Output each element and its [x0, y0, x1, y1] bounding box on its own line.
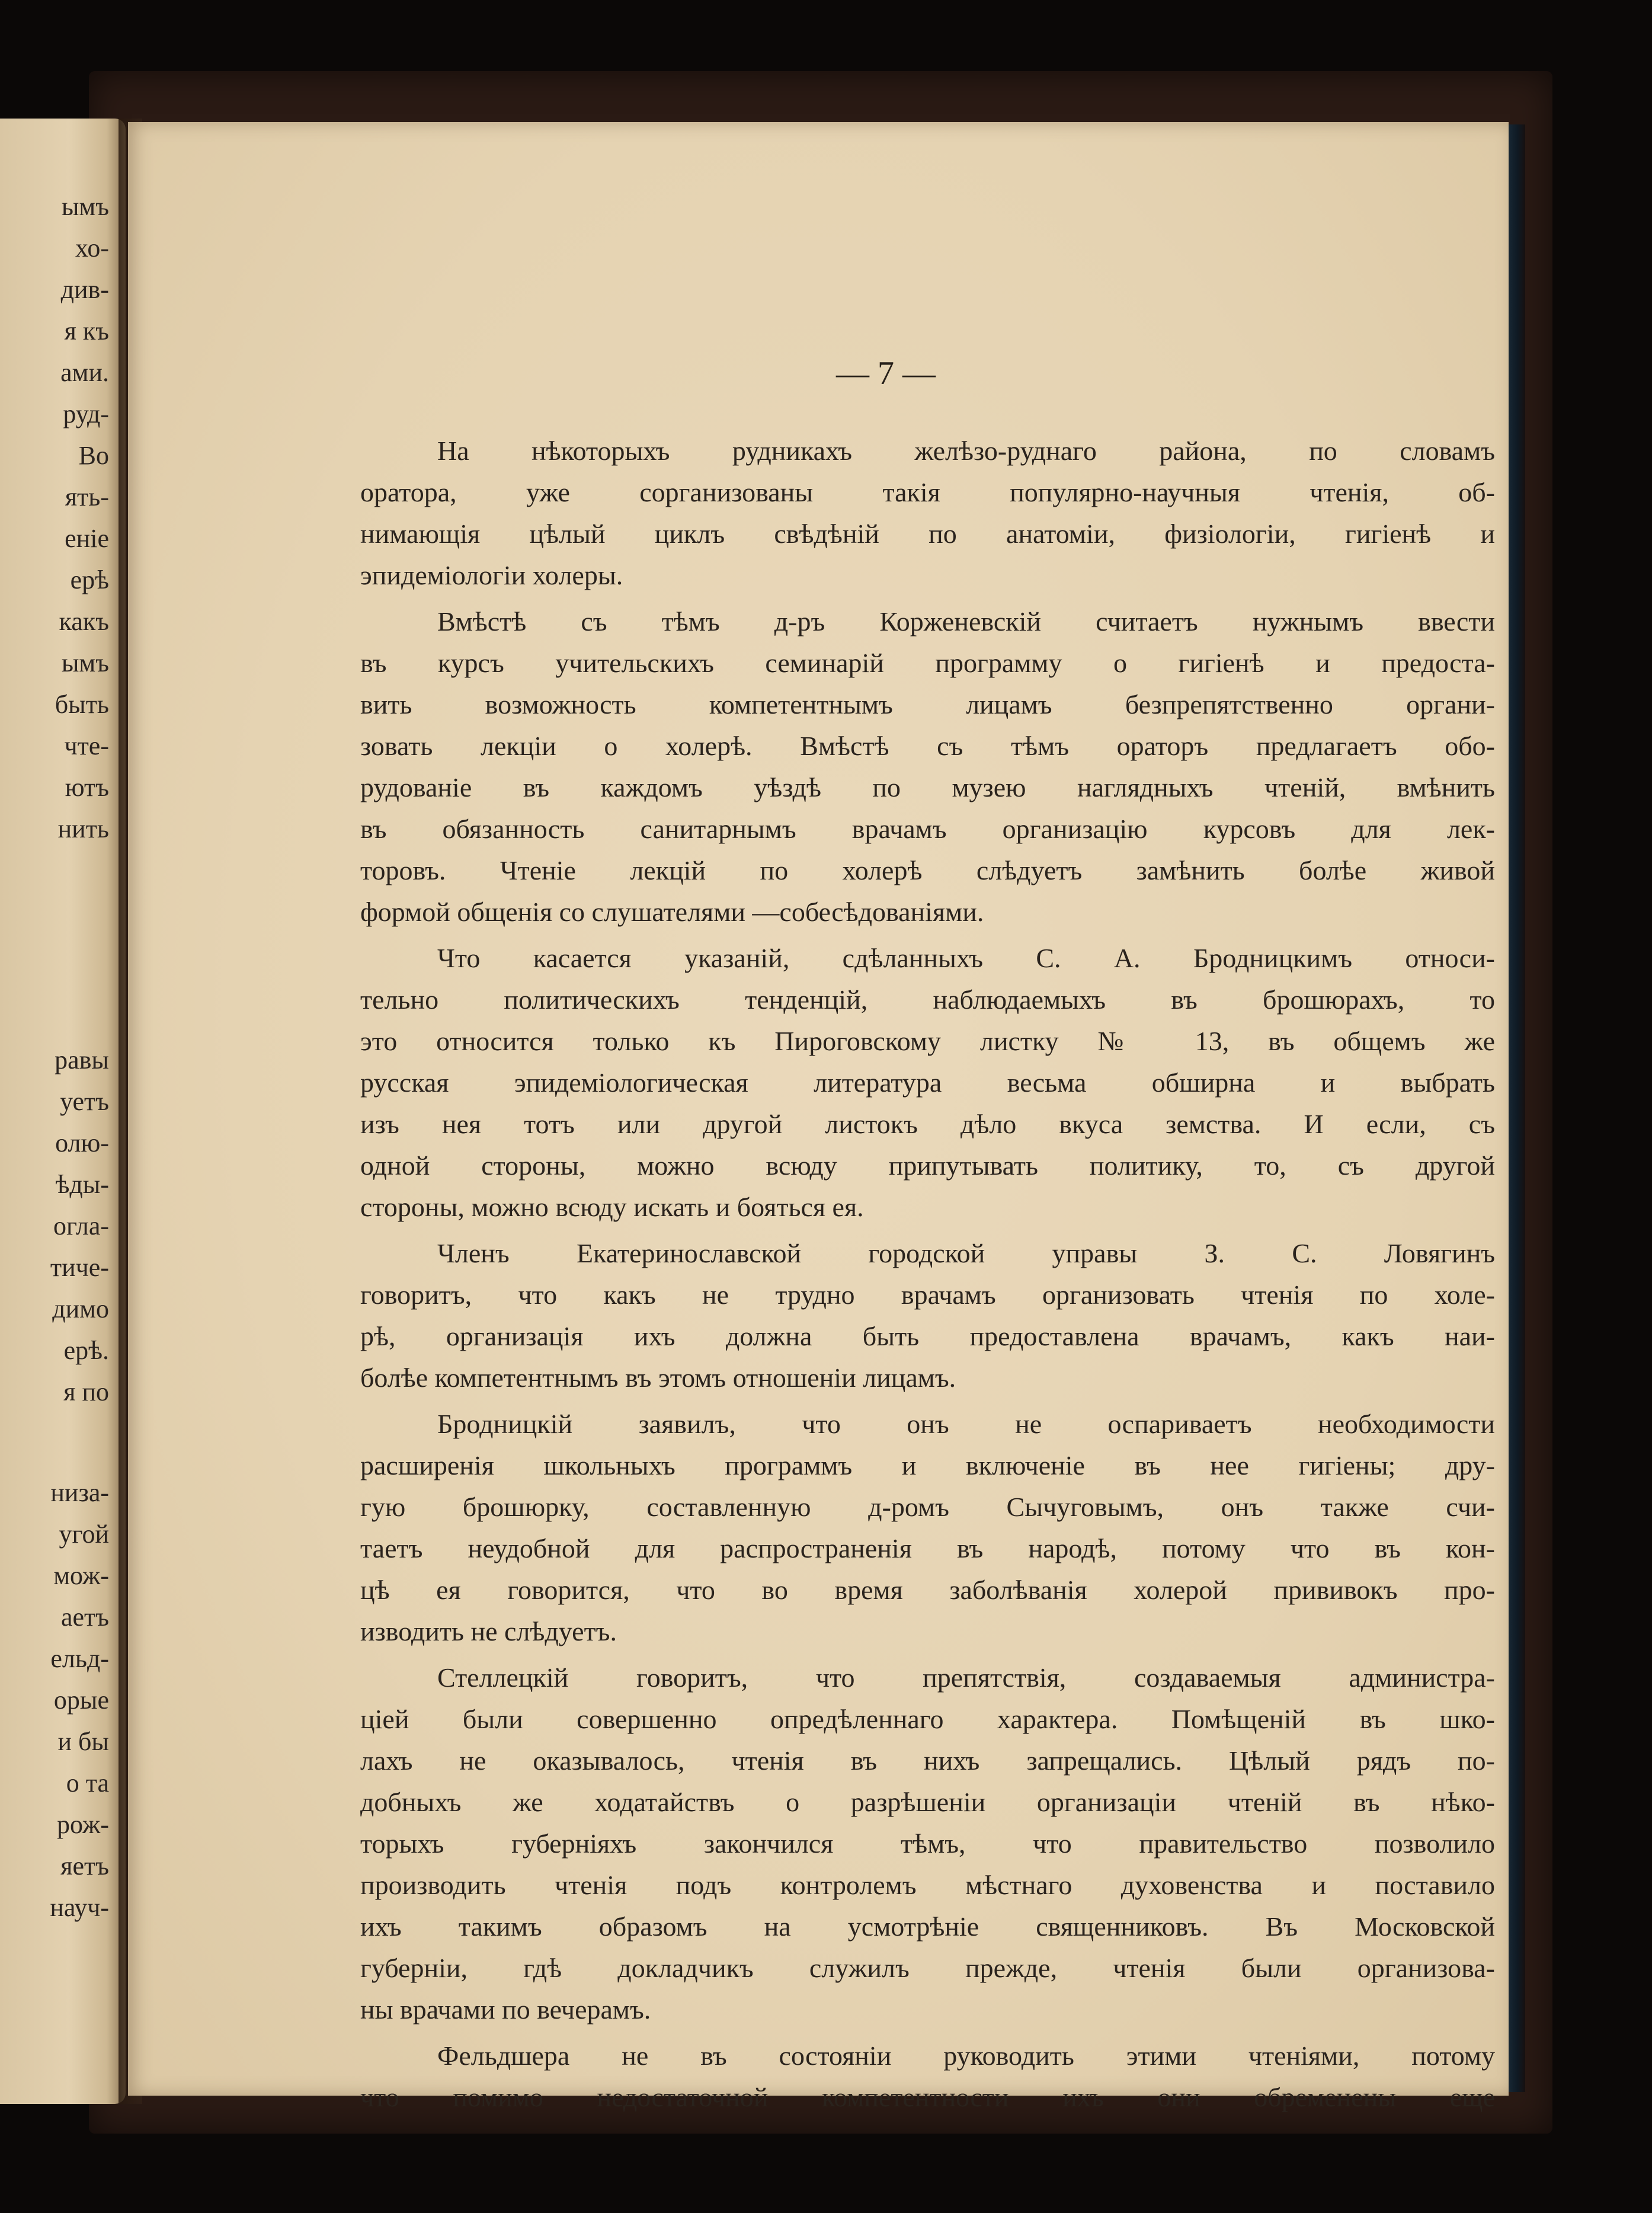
left-page-fragment: тиче- — [50, 1253, 109, 1282]
text-line: болѣе компетентнымъ въ этомъ отношеніи лицамъ. — [360, 1363, 956, 1393]
left-page-fragment: какъ — [59, 607, 109, 636]
text-line: вить возможность компетентнымъ лицамъ безпрепятственно органи- — [360, 689, 1495, 719]
left-page — [0, 119, 126, 2104]
text-line: торыхъ губерніяхъ закончился тѣмъ, что правительство позволило — [360, 1828, 1495, 1859]
left-page-fragment: ютъ — [65, 773, 109, 802]
text-line: производить чтенія подъ контролемъ мѣстнаго духовенства и поставило — [360, 1870, 1495, 1900]
left-page-fragment: олю- — [55, 1128, 109, 1157]
text-line: говоритъ, что какъ не трудно врачамъ организовать чтенія по холе- — [360, 1280, 1495, 1310]
left-page-fragment: ять- — [65, 482, 109, 511]
text-line: таетъ неудобной для распространенія въ народѣ, потому что въ кон- — [360, 1533, 1495, 1563]
left-page-fragment: еніе — [65, 524, 109, 553]
text-line: изъ нея тотъ или другой листокъ дѣло вкуса земства. И если, съ — [360, 1109, 1495, 1139]
text-line: изводить не слѣдуетъ. — [360, 1616, 617, 1646]
left-page-fragment: димо — [52, 1294, 109, 1323]
left-page-fragment: ѣды- — [55, 1170, 109, 1199]
text-line: формой общенія со слушателями —собесѣдованіями. — [360, 897, 984, 927]
left-page-fragment: ерѣ. — [63, 1336, 109, 1365]
left-page-fragment: быть — [55, 690, 109, 719]
text-line: гую брошюрку, составленную д-ромъ Сычуговымъ, онъ также счи- — [360, 1492, 1495, 1522]
left-page-fragment: огла- — [53, 1211, 109, 1240]
text-line: ихъ такимъ образомъ на усмотрѣніе священниковъ. Въ Московской — [360, 1911, 1495, 1942]
left-page-fragment: науч- — [50, 1893, 109, 1922]
paragraph — [360, 938, 1495, 1228]
left-page-fragment: о та — [66, 1769, 109, 1798]
text-line: ны врачами по вечерамъ. — [360, 1994, 651, 2025]
paragraph — [360, 430, 1495, 596]
text-line: рудованіе въ каждомъ уѣздѣ по музею наглядныхъ чтеній, вмѣнить — [360, 772, 1495, 802]
text-line: въ обязанность санитарнымъ врачамъ организацію курсовъ для лек- — [360, 814, 1495, 844]
left-page-fragment: ами. — [60, 358, 109, 387]
left-page-fragment: руд- — [63, 399, 109, 428]
left-page-fragment: уетъ — [60, 1087, 109, 1116]
left-page-fragment: чте- — [64, 731, 109, 760]
text-line: расширенія школьныхъ программъ и включеніе въ нее гигіены; дру- — [360, 1450, 1495, 1480]
text-line: русская эпидеміологическая литература весьма обширна и выбрать — [360, 1067, 1495, 1098]
text-line: цѣ ея говорится, что во время заболѣванія холерой прививокъ про- — [360, 1575, 1495, 1605]
left-page-fragment: я по — [63, 1377, 109, 1406]
left-page-fragment: низа- — [50, 1478, 109, 1507]
text-line: губерніи, гдѣ докладчикъ служилъ прежде, чтенія были организова- — [360, 1953, 1495, 1983]
left-page-fragment: ельд- — [50, 1644, 109, 1673]
left-page-fragment: равы — [55, 1045, 109, 1074]
text-line: оратора, уже сорганизованы такія популярно-научныя чтенія, об- — [360, 477, 1495, 507]
text-line: ціей были совершенно опредѣленнаго характера. Помѣщеній въ шко- — [360, 1704, 1495, 1734]
text-line: торовъ. Чтеніе лекцій по холерѣ слѣдуетъ замѣнить болѣе живой — [360, 855, 1495, 885]
left-page-fragment: хо- — [75, 234, 109, 263]
text-line: это относится только къ Пироговскому листку № 13, въ общемъ же — [360, 1026, 1495, 1056]
text-line: На нѣкоторыхъ рудникахъ желѣзо-руднаго района, по словамъ — [437, 436, 1495, 466]
paragraph — [360, 2035, 1495, 2118]
text-line: стороны, можно всюду искать и бояться ея. — [360, 1192, 864, 1222]
left-page-fragment: ымъ — [61, 192, 109, 221]
text-line: рѣ, организація ихъ должна быть предоставлена врачамъ, какъ наи- — [360, 1321, 1495, 1351]
text-line: лахъ не оказывалось, чтенія въ нихъ запрещались. Цѣлый рядъ по- — [360, 1745, 1495, 1776]
text-line: что помимо недостаточной компетентности ихъ они обременены еще — [360, 2082, 1495, 2112]
left-page-fragment: угой — [59, 1520, 109, 1549]
left-page-fragment: рож- — [57, 1810, 109, 1839]
left-page-fragment: Во — [78, 441, 109, 470]
text-line: одной стороны, можно всюду припутывать политику, то, съ другой — [360, 1150, 1495, 1181]
left-page-fragment: нить — [57, 814, 109, 843]
text-line: Стеллецкій говоритъ, что препятствія, создаваемыя администра- — [437, 1662, 1495, 1693]
text-line: въ курсъ учительскихъ семинарій программу о гигіенѣ и предоста- — [360, 648, 1495, 678]
text-line: зовать лекціи о холерѣ. Вмѣстѣ съ тѣмъ ораторъ предлагаетъ обо- — [360, 731, 1495, 761]
paragraph — [360, 1403, 1495, 1652]
text-line: добныхъ же ходатайствъ о разрѣшеніи организаціи чтеній въ нѣко- — [360, 1787, 1495, 1817]
left-page-fragment: ерѣ — [70, 565, 109, 594]
text-line: Что касается указаній, сдѣланныхъ С. А. Бродницкимъ относи- — [437, 943, 1495, 973]
text-line: Членъ Екатеринославской городской управы З. С. Ловягинъ — [437, 1238, 1495, 1268]
left-page-fragment: мож- — [53, 1561, 109, 1590]
left-page-fragment: ымъ — [61, 648, 109, 677]
left-page-fragment: аетъ — [60, 1603, 109, 1632]
text-line: тельно политическихъ тенденцій, наблюдаемыхъ въ брошюрахъ, то — [360, 984, 1495, 1015]
page-number: — 7 — — [836, 355, 936, 392]
main-page — [128, 122, 1509, 2112]
text-line: эпидеміологіи холеры. — [360, 560, 623, 590]
text-block — [360, 430, 1495, 2123]
left-page-fragment: и бы — [57, 1727, 109, 1756]
text-line: Фельдшера не въ состояніи руководить этими чтеніями, потому — [437, 2041, 1495, 2071]
text-line: Бродницкій заявилъ, что онъ не оспариваетъ необходимости — [437, 1409, 1495, 1439]
left-page-fragment: орые — [53, 1686, 109, 1715]
paragraph — [360, 1657, 1495, 2030]
paragraph — [360, 601, 1495, 933]
left-page-fragment: я къ — [64, 316, 109, 346]
text-line: Вмѣстѣ съ тѣмъ д-ръ Корженевскій считаетъ нужнымъ ввести — [437, 606, 1495, 637]
text-line: нимающія цѣлый циклъ свѣдѣній по анатоміи, физіологіи, гигіенѣ и — [360, 519, 1495, 549]
left-page-fragment: яетъ — [60, 1851, 109, 1881]
paragraph — [360, 1233, 1495, 1399]
left-page-fragment: див- — [60, 275, 109, 304]
